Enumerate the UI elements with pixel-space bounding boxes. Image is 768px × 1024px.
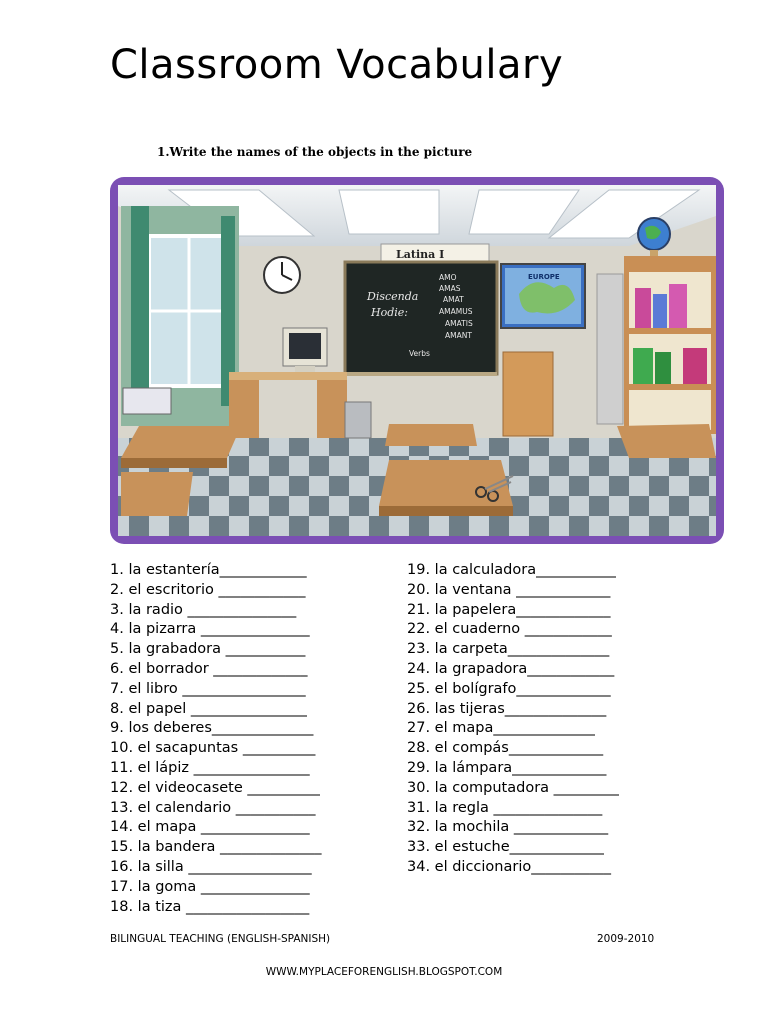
list-item: 21. la papelera_____________: [407, 601, 611, 618]
wastebasket-icon: [345, 402, 371, 438]
bookshelf-icon: [624, 256, 716, 434]
list-item: 7. el libro _________________: [110, 680, 306, 697]
list-item: 5. la grabadora ___________: [110, 641, 306, 658]
list-item: 9. los deberes______________: [110, 720, 314, 737]
exercise-instruction: 1.Write the names of the objects in the picture: [157, 145, 473, 159]
board-line: AMAMUS: [439, 307, 473, 316]
list-item: 17. la goma _______________: [110, 878, 310, 895]
vocabulary-list-right: [407, 561, 619, 878]
list-item: 26. las tijeras______________: [407, 700, 607, 717]
radio-icon: [123, 388, 171, 414]
list-item: 19. la calculadora___________: [407, 562, 616, 578]
list-item: 11. el lápiz ________________: [110, 759, 310, 776]
list-item: 33. el estuche_____________: [407, 839, 604, 856]
ceiling-light-icon: [169, 190, 699, 238]
clock-icon: [264, 257, 300, 293]
list-item: 6. el borrador _____________: [110, 660, 308, 677]
list-item: 8. el papel ________________: [110, 700, 307, 717]
list-item: 22. el cuaderno ____________: [407, 621, 612, 638]
list-item: 20. la ventana _____________: [407, 581, 611, 598]
board-line: Verbs: [409, 349, 430, 358]
list-item: 16. la silla _________________: [110, 858, 312, 875]
door-icon: [597, 274, 623, 424]
lectern-icon: [503, 352, 553, 436]
list-item: 4. la pizarra _______________: [110, 621, 310, 638]
list-item: 29. la lámpara_____________: [407, 759, 607, 776]
computer-icon: [283, 328, 327, 372]
map-icon: [501, 264, 585, 328]
list-item: 34. el diccionario___________: [407, 858, 611, 875]
list-item: 25. el bolígrafo_____________: [407, 680, 611, 697]
board-line: Hodie:: [371, 306, 408, 319]
list-item: 15. la bandera ______________: [110, 839, 322, 856]
list-item: 2. el escritorio ____________: [110, 581, 306, 598]
list-item: 32. la mochila _____________: [407, 819, 609, 836]
map-label: EUROPE: [528, 273, 560, 281]
footer-website: WWW.MYPLACEFORENGLISH.BLOGSPOT.COM: [265, 966, 503, 978]
board-line: AMAS: [439, 284, 461, 293]
list-item: 1. la estantería____________: [110, 562, 307, 578]
board-header: Latina I: [396, 248, 445, 261]
classroom-picture: [109, 176, 725, 545]
room-interior: [118, 185, 716, 536]
chalkboard: [345, 244, 497, 374]
list-item: 12. el videocasete __________: [110, 779, 320, 796]
board-line: Discenda: [367, 290, 419, 303]
vocabulary-list-left: [110, 561, 322, 917]
list-item: 31. la regla _______________: [407, 799, 603, 816]
list-item: 13. el calendario ___________: [110, 799, 316, 816]
list-item: 3. la radio _______________: [110, 601, 297, 618]
page-title: Classroom Vocabulary: [110, 42, 564, 88]
list-item: 30. la computadora _________: [407, 779, 619, 796]
list-item: 10. el sacapuntas __________: [110, 740, 316, 757]
board-line: AMAT: [443, 295, 464, 304]
list-item: 27. el mapa______________: [407, 720, 595, 737]
list-item: 14. el mapa _______________: [110, 819, 310, 836]
list-item: 23. la carpeta______________: [407, 641, 610, 658]
footer-year: 2009-2010: [597, 933, 655, 945]
board-line: AMATIS: [445, 319, 473, 328]
board-line: AMO: [439, 273, 457, 282]
footer-course-label: BILINGUAL TEACHING (ENGLISH-SPANISH): [110, 933, 331, 945]
list-item: 24. la grapadora____________: [407, 660, 615, 677]
board-line: AMANT: [445, 331, 472, 340]
list-item: 28. el compás_____________: [407, 740, 604, 757]
list-item: 18. la tiza _________________: [110, 898, 310, 915]
